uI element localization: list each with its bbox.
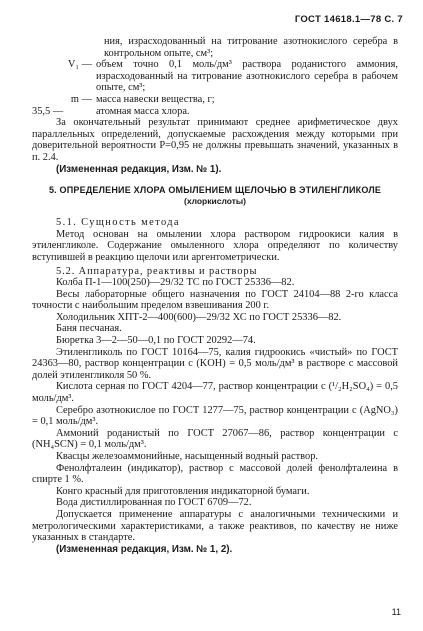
paragraph-result: За окончательный результат принимают среднее арифметическое двух параллельных определений, допускаемые расхождения между которыми при доверительной вероятности P=0,95 не должны превышать значений, указанных в п. 2.4. [32, 117, 398, 163]
definition-text: масса навески вещества, г; [96, 93, 215, 105]
definition-symbol: V₁ — [67, 59, 92, 71]
list-item: Кислота серная по ГОСТ 4204—77, раствор концентрации c (¹/₂H₂SO₄) = 0,5 моль/дм³. [32, 381, 398, 405]
edition-note: (Измененная редакция, Изм. № 1). [56, 163, 222, 175]
page-content [32, 36, 398, 555]
list-item: Аммоний роданистый по ГОСТ 27067—86, раствор концентрации c (NH₄SCN) = 0,1 моль/дм³. [32, 427, 398, 451]
list-item: Бюретка 3—2—50—0,1 по ГОСТ 20292—74. [56, 335, 256, 347]
list-item: Вода дистиллированная по ГОСТ 6709—72. [56, 497, 252, 509]
list-item: Баня песчаная. [56, 323, 122, 335]
subsection-heading-5-1: 5.1. Сущность метода [56, 217, 180, 229]
edition-note: (Измененная редакция, Изм. № 1, 2). [56, 543, 233, 555]
paragraph-allowance: Допускается применение аппаратуры с аналогичными техническими и метрологическими характеристиками, а также реактивов, по качеству не ниже указанных в стандарте. [32, 508, 398, 544]
list-item: Колба П-1—100(250)—29/32 ТС по ГОСТ 25336—82. [56, 277, 295, 289]
list-item: Квасцы железоаммонийные, насыщенный водный раствор. [56, 451, 319, 462]
definition-symbol: 35,5 — [32, 105, 64, 117]
paragraph-method: Метод основан на омылении хлора раствором гидроокиси калия в этиленгликоле. Содержание омыленного хлора определяют по количеству вступившей в реакцию щелочи или аргентометрически. [32, 228, 398, 263]
definition-atomic-mass [32, 106, 398, 118]
definition-text: атомная масса хлора. [96, 105, 190, 117]
formula-definition-continued: ния, израсходованный на титрование азотнокислого серебра в контрольном опыте, см³; [104, 36, 398, 59]
definition-symbol: m — [70, 93, 92, 105]
section-subheading: (хлоркислоты) [184, 196, 246, 207]
subsection-heading-5-2: 5.2. Аппаратура, реактивы и растворы [56, 265, 258, 277]
list-item: Фенолфталеин (индикатор), раствор с массовой долей фенолфталеина в спирте 1 %. [32, 462, 398, 486]
section-heading: 5. ОПРЕДЕЛЕНИЕ ХЛОРА ОМЫЛЕНИЕМ ЩЕЛОЧЬЮ В ЭТИЛЕНГЛИКОЛЕ [48, 185, 382, 196]
list-item: Весы лабораторные общего назначения по ГОСТ 24104—88 2-го класса точности с наибольшим пределом взвешивания 200 г. [32, 288, 398, 312]
list-item: Конго красный для приготовления индикаторной бумаги. [56, 485, 310, 497]
list-item: Серебро азотнокислое по ГОСТ 1277—75, раствор концентрации c (AgNO₃) = 0,1 моль/дм³. [32, 404, 398, 428]
list-item: Холодильник ХПТ-2—400(600)—29/32 ХС по ГОСТ 25336—82. [56, 311, 342, 323]
definition-v1 [32, 59, 398, 94]
definition-text: объем точно 0,1 моль/дм³ раствора роданистого аммония, израсходованный на титрование азотнокислого серебра в рабочем опыте, см³; [96, 59, 398, 94]
page-header: ГОСТ 14618.1—78 С. 7 [294, 14, 403, 25]
list-item: Этиленгликоль по ГОСТ 10164—75, калия гидроокись «чистый» по ГОСТ 24363—80, раствор концентрации c (KOH) = 0,5 моль/дм³ в растворе с массовой долей этиленгликоля 50 %. [32, 346, 398, 381]
page-number: 11 [391, 607, 401, 618]
definition-m [32, 94, 398, 106]
